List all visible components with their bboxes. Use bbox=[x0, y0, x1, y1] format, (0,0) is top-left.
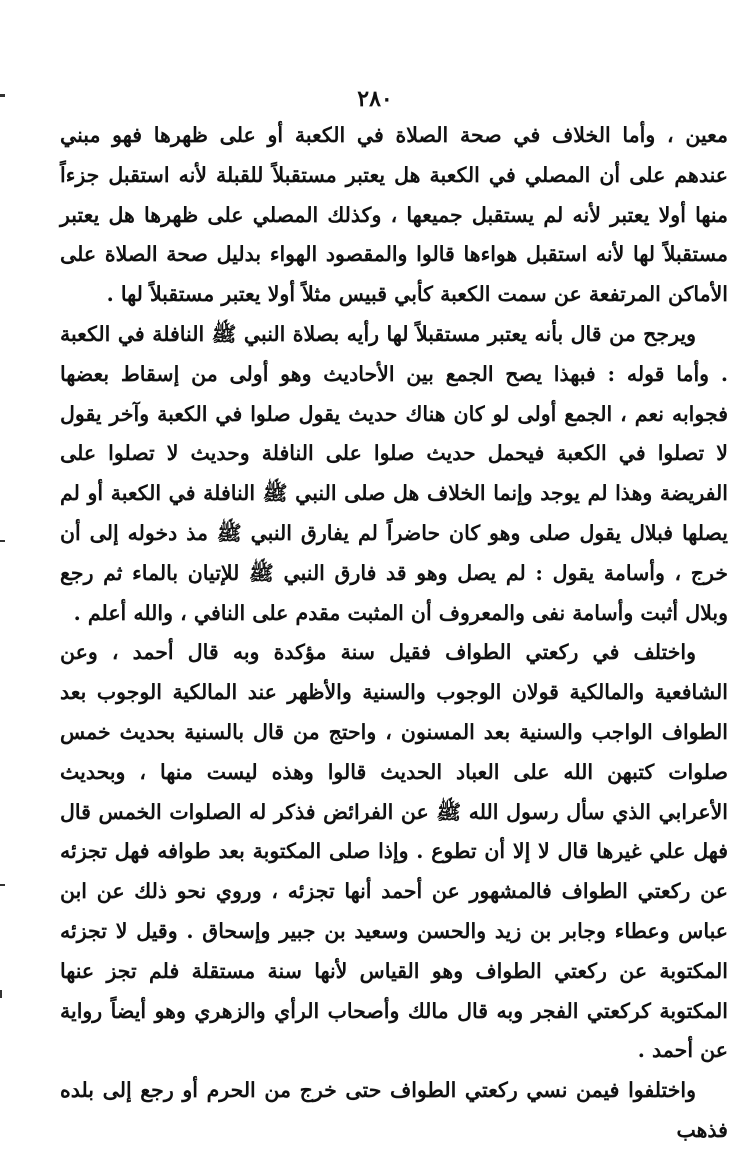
paragraph-kaaba-prayer-dispute: معين ، وأما الخلاف في صحة الصلاة في الكعبة أو على ظهرها فهو مبني عندهم على أن المصلي في الكعبة هل يعتبر مستقبلاً للقبلة لأنه استقبل جزءاً منها أولا يعتبر لأنه لم يستقبل جميعها ، وكذلك المصلي على ظهرها هل يعتبر مستقبلاً لها لأنه استقبل هواءها قالوا والمقصود الهواء بدليل صحة الصلاة على الأماكن المرتفعة عن سمت الكعبة كأبي قبيس مثلاً أولا يعتبر مستقبلاً لها . bbox=[60, 123, 728, 307]
page-edge-mark bbox=[0, 884, 5, 886]
paragraph-facing-qibla-argument: ويرجح من قال بأنه يعتبر مستقبلاً لها رأيه بصلاة النبي ﷺ النافلة في الكعبة . وأما قوله : فبهذا يصح الجمع بين الأحاديث وهو أولى من إسقاط بعضها فجوابه نعم ، الجمع أولى لو كان هناك حديث يقول صلوا في الكعبة وآخر يقول لا تصلوا في الكعبة فيحمل حديث صلوا على النافلة وحديث لا تصلوا على الفريضة وهذا لم يوجد وإنما الخلاف هل صلى النبي ﷺ النافلة في الكعبة أو لم يصلها فبلال يقول صلى وهو كان حاضراً لم يفارق النبي ﷺ مذ دخوله إلى أن خرج ، وأسامة يقول : لم يصل وهو قد فارق النبي ﷺ للإتيان بالماء ثم رجع وبلال أثبت وأسامة نفى والمعروف أن المثبت مقدم على النافي ، والله أعلم . bbox=[60, 321, 728, 625]
page-number: ٢٨٠ bbox=[357, 86, 393, 112]
page-edge-mark bbox=[0, 990, 2, 998]
paragraph-forgot-rakatain: واختلفوا فيمن نسي ركعتي الطواف حتى خرج من الحرم أو رجع إلى بلده فذهب bbox=[60, 1078, 728, 1142]
paragraph-tawaf-rakatain: واختلف في ركعتي الطواف فقيل سنة مؤكدة وبه قال أحمد ، وعن الشافعية والمالكية قولان الوجوب والسنية والأظهر عند المالكية الوجوب بعد الطواف الواجب والسنية بعد المسنون ، واحتج من قال بالسنية بحديث خمس صلوات كتبهن الله على العباد الحديث قالوا وهذه ليست منها ، وبحديث الأعرابي الذي سأل رسول الله ﷺ عن الفرائض فذكر له الصلوات الخمس قال فهل علي غيرها قال لا إلا أن تطوع . وإذا صلى المكتوبة بعد طوافه فهل تجزئه عن ركعتي الطواف فالمشهور عن أحمد أنها تجزئه ، وروي نحو ذلك عن ابن عباس وعطاء وجابر بن زيد والحسن وسعيد بن جبير وإسحاق . وقيل لا تجزئه المكتوبة عن ركعتي الطواف وهو القياس لأنها سنة مستقلة فلم تجز عنها المكتوبة كركعتي الفجر وبه قال مالك وأصحاب الرأي والزهري وهو أيضاً رواية عن أحمد . bbox=[60, 640, 728, 1063]
page-edge-mark bbox=[0, 540, 5, 542]
page-body-text bbox=[60, 116, 728, 1151]
